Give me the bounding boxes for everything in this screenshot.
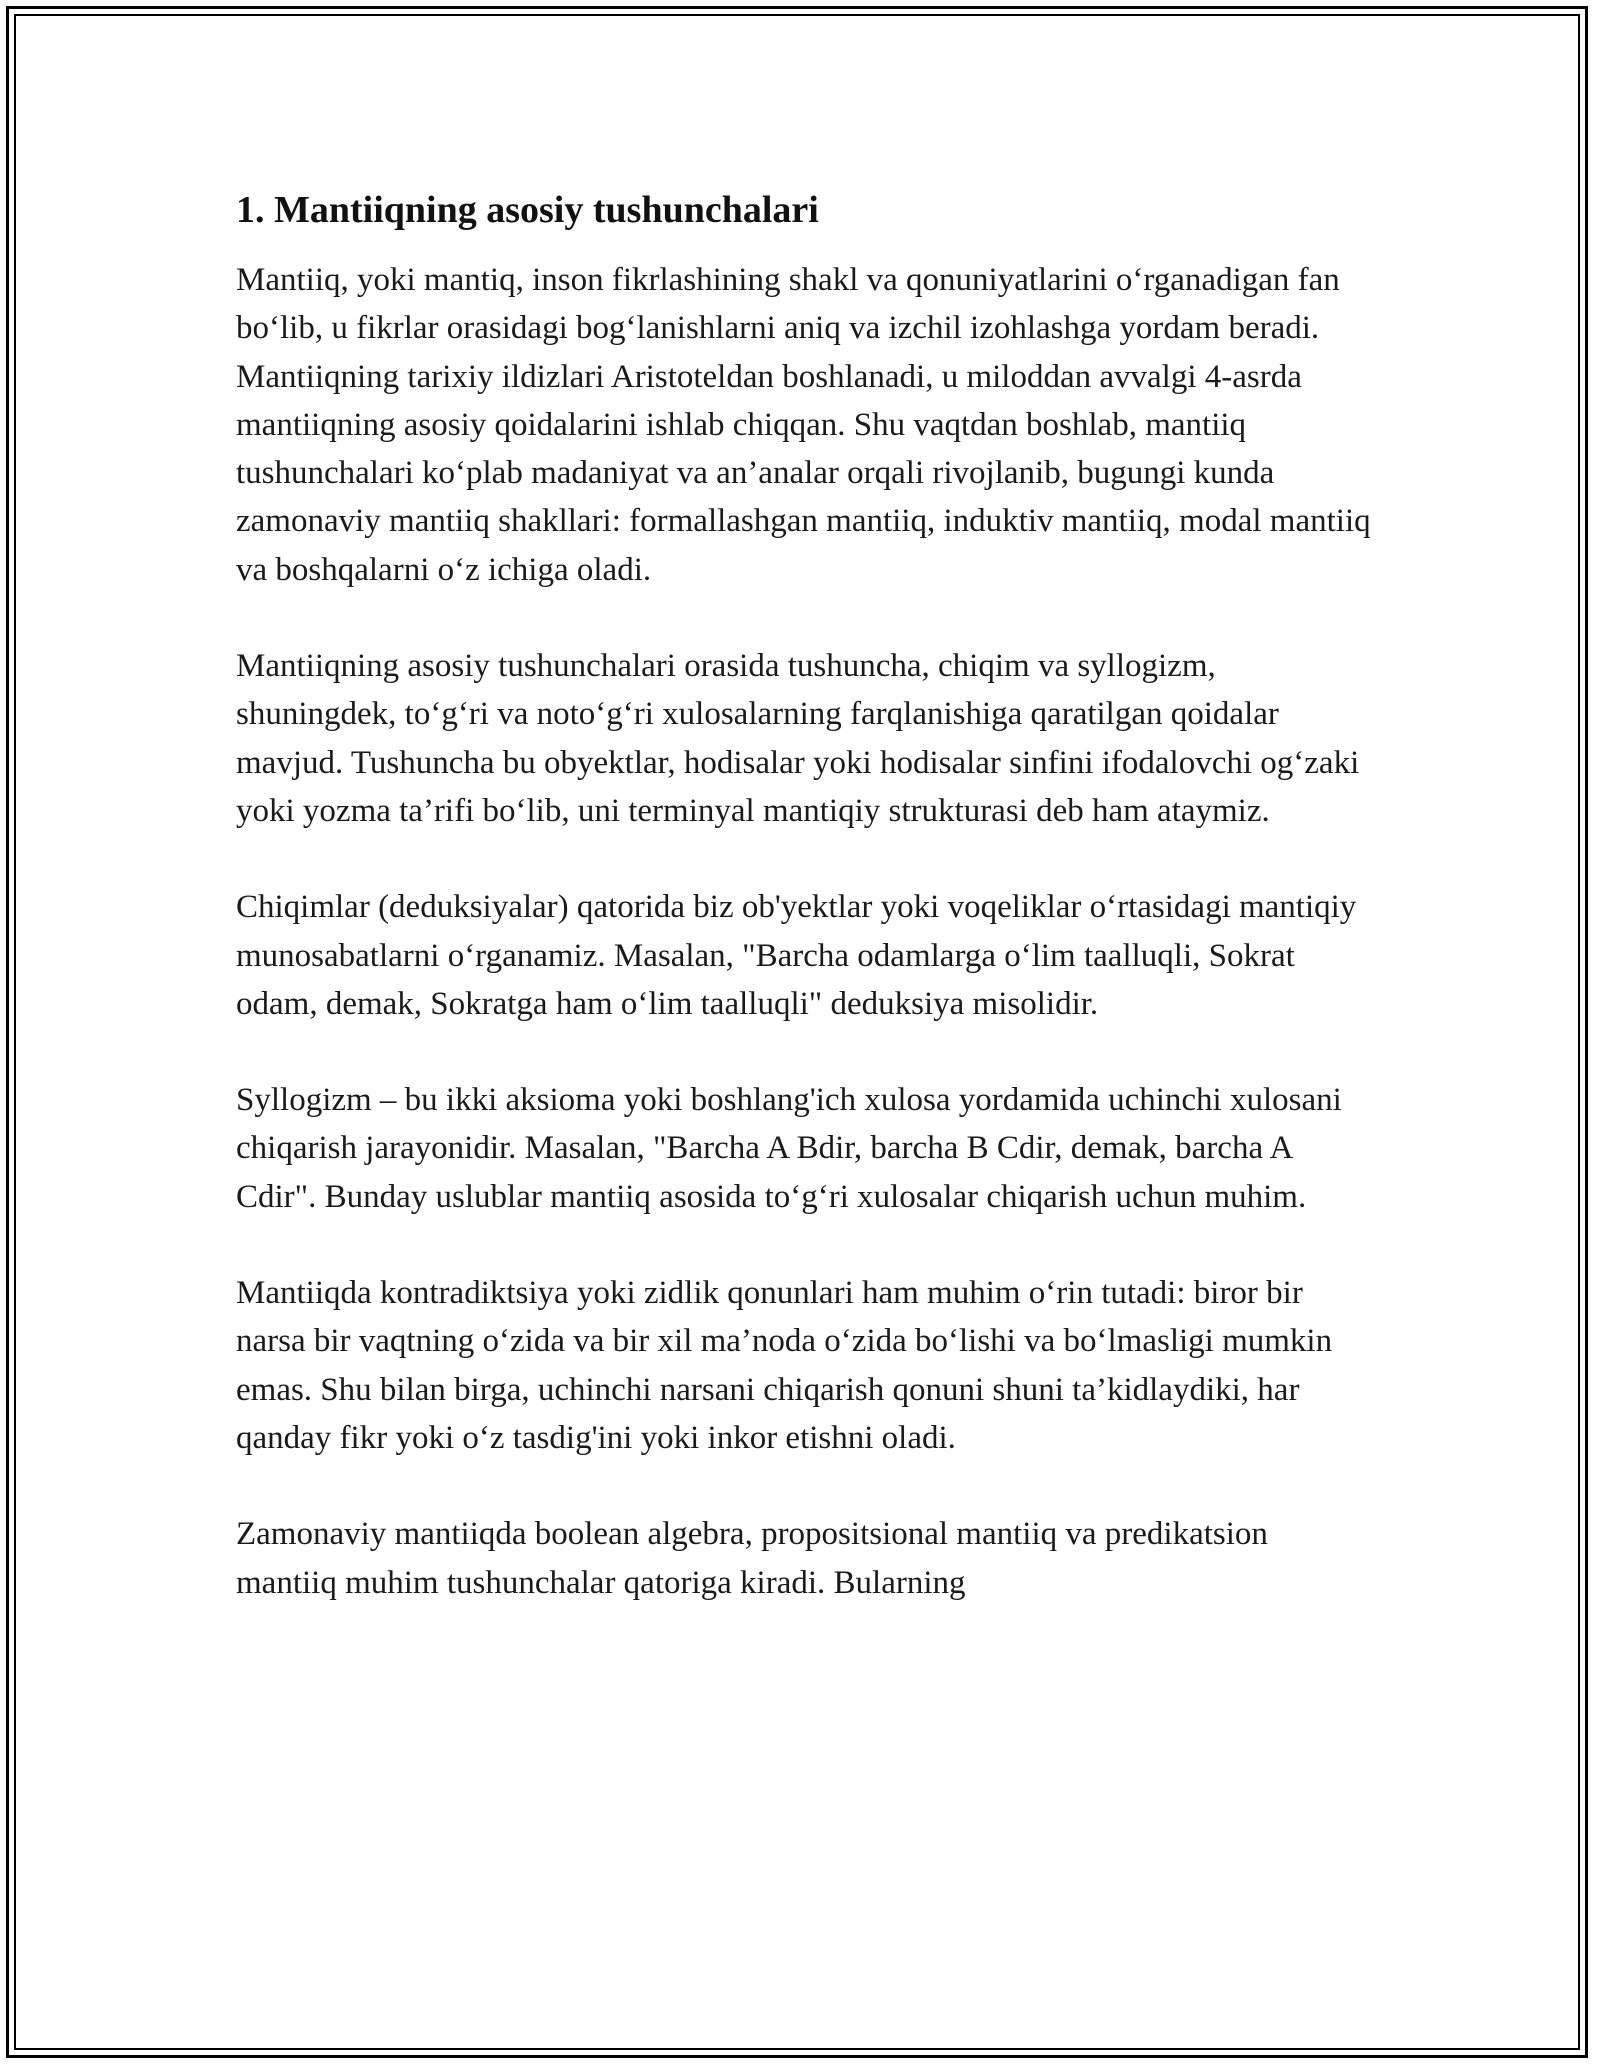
paragraph-modern-logic: Zamonaviy mantiiqda boolean algebra, propositsional mantiiq va predikatsion mantiiq muhim tushunchalar qatoriga kiradi. Bularning — [236, 1516, 1268, 1601]
document-body — [236, 186, 1376, 1655]
paragraph-syllogism: Syllogizm – bu ikki aksioma yoki boshlang'ich xulosa yordamida uchinchi xulosani chiqarish jarayonidir. Masalan, "Barcha A Bdir, barcha B Cdir, demak, barcha A Cdir". Bunday uslublar mantiiq asosida toʻgʻri xulosalar chiqarish uchun muhim. — [236, 1082, 1342, 1215]
paragraph-concepts: Mantiiqning asosiy tushunchalari orasida tushuncha, chiqim va syllogizm, shuningdek, toʻgʻri va notoʻgʻri xulosalarning farqlanishiga qaratilgan qoidalar mavjud. Tushuncha bu obyektlar, hodisalar yoki hodisalar sinfini ifodalovchi ogʻzaki yoki yozma ta’rifi boʻlib, uni terminyal mantiqiy strukturasi deb ham ataymiz. — [236, 648, 1360, 829]
paragraph-deductions: Chiqimlar (deduksiyalar) qatorida biz ob'yektlar yoki voqeliklar oʻrtasidagi mantiqiy munosabatlarni oʻrganamiz. Masalan, "Barcha odamlarga oʻlim taalluqli, Sokrat odam, demak, Sokratga ham oʻlim taalluqli" deduksiya misolidir. — [236, 889, 1357, 1022]
paragraph-contradiction: Mantiiqda kontradiktsiya yoki zidlik qonunlari ham muhim oʻrin tutadi: biror bir narsa bir vaqtning oʻzida va bir xil ma’noda oʻzida boʻlishi va boʻlmasligi mumkin emas. Shu bilan birga, uchinchi narsani chiqarish qonuni shuni ta’kidlaydiki, har qanday fikr yoki oʻz tasdig'ini yoki inkor etishni oladi. — [236, 1275, 1333, 1456]
paragraph-intro: Mantiiq, yoki mantiq, inson fikrlashining shakl va qonuniyatlarini oʻrganadigan fan boʻlib, u fikrlar orasidagi bogʻlanishlarni aniq va izchil izohlashga yordam beradi. Mantiiqning tarixiy ildizlari Aristoteldan boshlanadi, u miloddan avvalgi 4-asrda mantiiqning asosiy qoidalarini ishlab chiqqan. Shu vaqtdan boshlab, mantiiq tushunchalari koʻplab madaniyat va an’analar orqali rivojlanib, bugungi kunda zamonaviy mantiiq shakllari: formallashgan mantiiq, induktiv mantiiq, modal mantiiq va boshqalarni oʻz ichiga oladi. — [236, 262, 1371, 588]
section-heading: 1. Mantiiqning asosiy tushunchalari — [236, 189, 819, 231]
